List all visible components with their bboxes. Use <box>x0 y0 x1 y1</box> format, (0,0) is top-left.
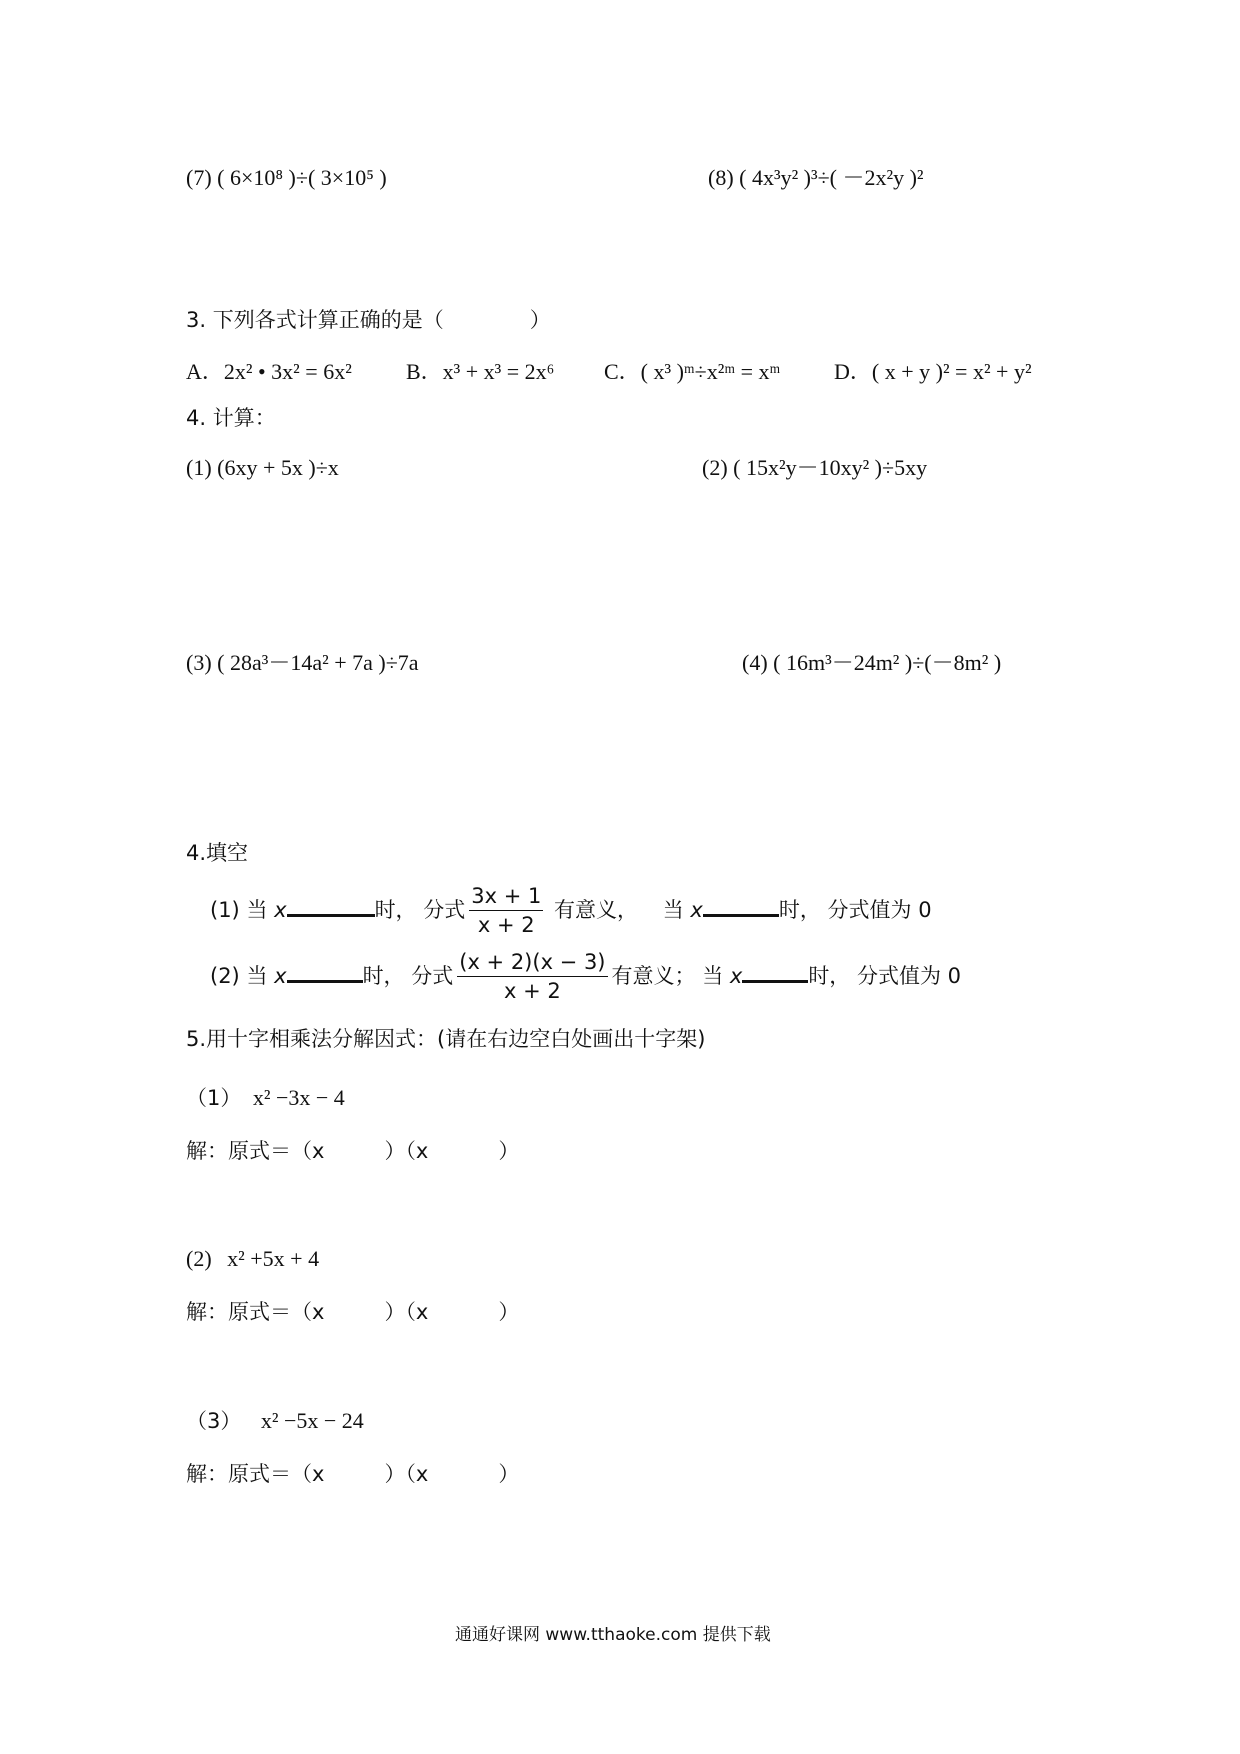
factor-item-3-label: （3） <box>186 1409 242 1433</box>
fill-row-2-var2: x <box>729 964 743 988</box>
factor-item-2 <box>186 1248 319 1270</box>
solution-1-end: ） <box>498 1139 520 1163</box>
option-d: D．( x + y )² = x² + y² <box>834 359 1032 384</box>
fill-blank-2a[interactable] <box>287 962 363 983</box>
problem-8-expr: ( 4x³y² )³÷( －2x²y )² <box>739 165 924 190</box>
fill-blank-1a[interactable] <box>287 896 375 917</box>
factor-item-2-label: (2) <box>186 1246 212 1271</box>
fraction-1 <box>469 886 543 936</box>
solution-2-end: ） <box>498 1300 520 1324</box>
fraction-2-numerator: (x + 2)(x − 3) <box>457 952 607 977</box>
fill-row-1-shi: 时， <box>374 898 417 922</box>
fraction-1-numerator: 3x + 1 <box>469 886 543 911</box>
problem-4-1 <box>186 457 339 479</box>
fill-row-2-label: (2) <box>210 964 240 988</box>
problem-4-2-expr: ( 15x²y－10xy² )÷5xy <box>733 455 928 480</box>
fill-row-2-when2: 当 <box>702 964 724 988</box>
factor-item-1 <box>186 1087 345 1109</box>
solution-line-2 <box>186 1302 519 1323</box>
fill-row-2-fenshi: 分式 <box>411 964 454 988</box>
solution-2-lead: 解：原式＝（x <box>186 1300 325 1324</box>
fill-row-2-when: 当 <box>246 964 268 988</box>
solution-3-mid: ）（x <box>384 1462 429 1486</box>
fill-title: 4.填空 <box>186 841 249 865</box>
fill-row-1-when2: 当 <box>662 898 684 922</box>
fill-row-1-fenshi: 分式 <box>423 898 466 922</box>
question-5-title: 5.用十字相乘法分解因式：(请在右边空白处画出十字架) <box>186 1027 706 1051</box>
question-3-close: ） <box>529 308 551 332</box>
solution-3-lead: 解：原式＝（x <box>186 1462 325 1486</box>
factor-item-1-label: （1） <box>186 1086 242 1110</box>
fill-row-1-when: 当 <box>246 898 268 922</box>
solution-2-mid: ）（x <box>384 1300 429 1324</box>
fraction-1-denominator: x + 2 <box>477 913 535 937</box>
problem-4-3-expr: ( 28a³－14a² + 7a )÷7a <box>217 650 419 675</box>
fill-row-1-label: (1) <box>210 898 240 922</box>
fill-row-2-var: x <box>274 964 287 988</box>
solution-1-lead: 解：原式＝（x <box>186 1139 325 1163</box>
fill-row-2-shi2: 时， <box>808 964 851 988</box>
factor-item-1-expr: x² −3x − 4 <box>252 1085 345 1110</box>
fill-row-1-var: x <box>274 898 287 922</box>
problem-4-2-label: (2) <box>702 455 728 480</box>
problem-7-expr: ( 6×10⁸ )÷( 3×10⁵ ) <box>217 165 387 190</box>
fill-row-2-shi: 时， <box>362 964 405 988</box>
option-b: B．x³ + x³ = 2x⁶ <box>406 359 555 384</box>
fill-row-1-zero: 分式值为 0 <box>827 898 932 922</box>
fill-row-2-zero: 分式值为 0 <box>857 964 962 988</box>
option-c: C．( x³ )ᵐ÷x²ᵐ = xᵐ <box>604 359 781 384</box>
fill-row-1-shi2: 时， <box>778 898 821 922</box>
footer-credit: 通通好课网 www.tthaoke.com 提供下载 <box>455 1625 771 1645</box>
problem-4-4-expr: ( 16m³－24m² )÷(－8m² ) <box>773 650 1002 675</box>
problem-8-label: (8) <box>708 165 734 190</box>
factor-item-3 <box>186 1410 364 1432</box>
fill-row-1-meaningful: 有意义， <box>554 898 639 922</box>
problem-7 <box>186 167 387 189</box>
fill-row-2 <box>210 952 961 1002</box>
problem-4-3 <box>186 652 419 674</box>
fill-blank-2b[interactable] <box>742 962 808 983</box>
fill-row-2-meaningful: 有意义； <box>611 964 696 988</box>
fill-row-1 <box>210 886 932 936</box>
problem-4-4 <box>742 652 1001 674</box>
fraction-2-denominator: x + 2 <box>504 979 561 1003</box>
solution-1-mid: ）（x <box>384 1139 429 1163</box>
problem-4-4-label: (4) <box>742 650 768 675</box>
problem-4-3-label: (3) <box>186 650 212 675</box>
question-3-text: 3. 下列各式计算正确的是（ <box>186 308 444 332</box>
solution-line-1 <box>186 1141 519 1162</box>
problem-4-2 <box>702 457 927 479</box>
problem-4-1-label: (1) <box>186 455 212 480</box>
problem-4-1-expr: (6xy + 5x )÷x <box>217 455 339 480</box>
question-3-title <box>186 310 551 331</box>
solution-3-end: ） <box>498 1462 520 1486</box>
option-a: A．2x² • 3x² = 6x² <box>186 359 352 384</box>
fill-row-1-var2: x <box>690 898 703 922</box>
solution-line-3 <box>186 1464 519 1485</box>
fill-blank-1b[interactable] <box>703 896 779 917</box>
fraction-2 <box>457 952 607 1002</box>
factor-item-3-expr: x² −5x − 24 <box>260 1408 364 1433</box>
problem-8 <box>708 167 924 189</box>
problem-7-label: (7) <box>186 165 212 190</box>
factor-item-2-expr: x² +5x + 4 <box>227 1246 320 1271</box>
question-4-title: 4. 计算： <box>186 406 276 430</box>
